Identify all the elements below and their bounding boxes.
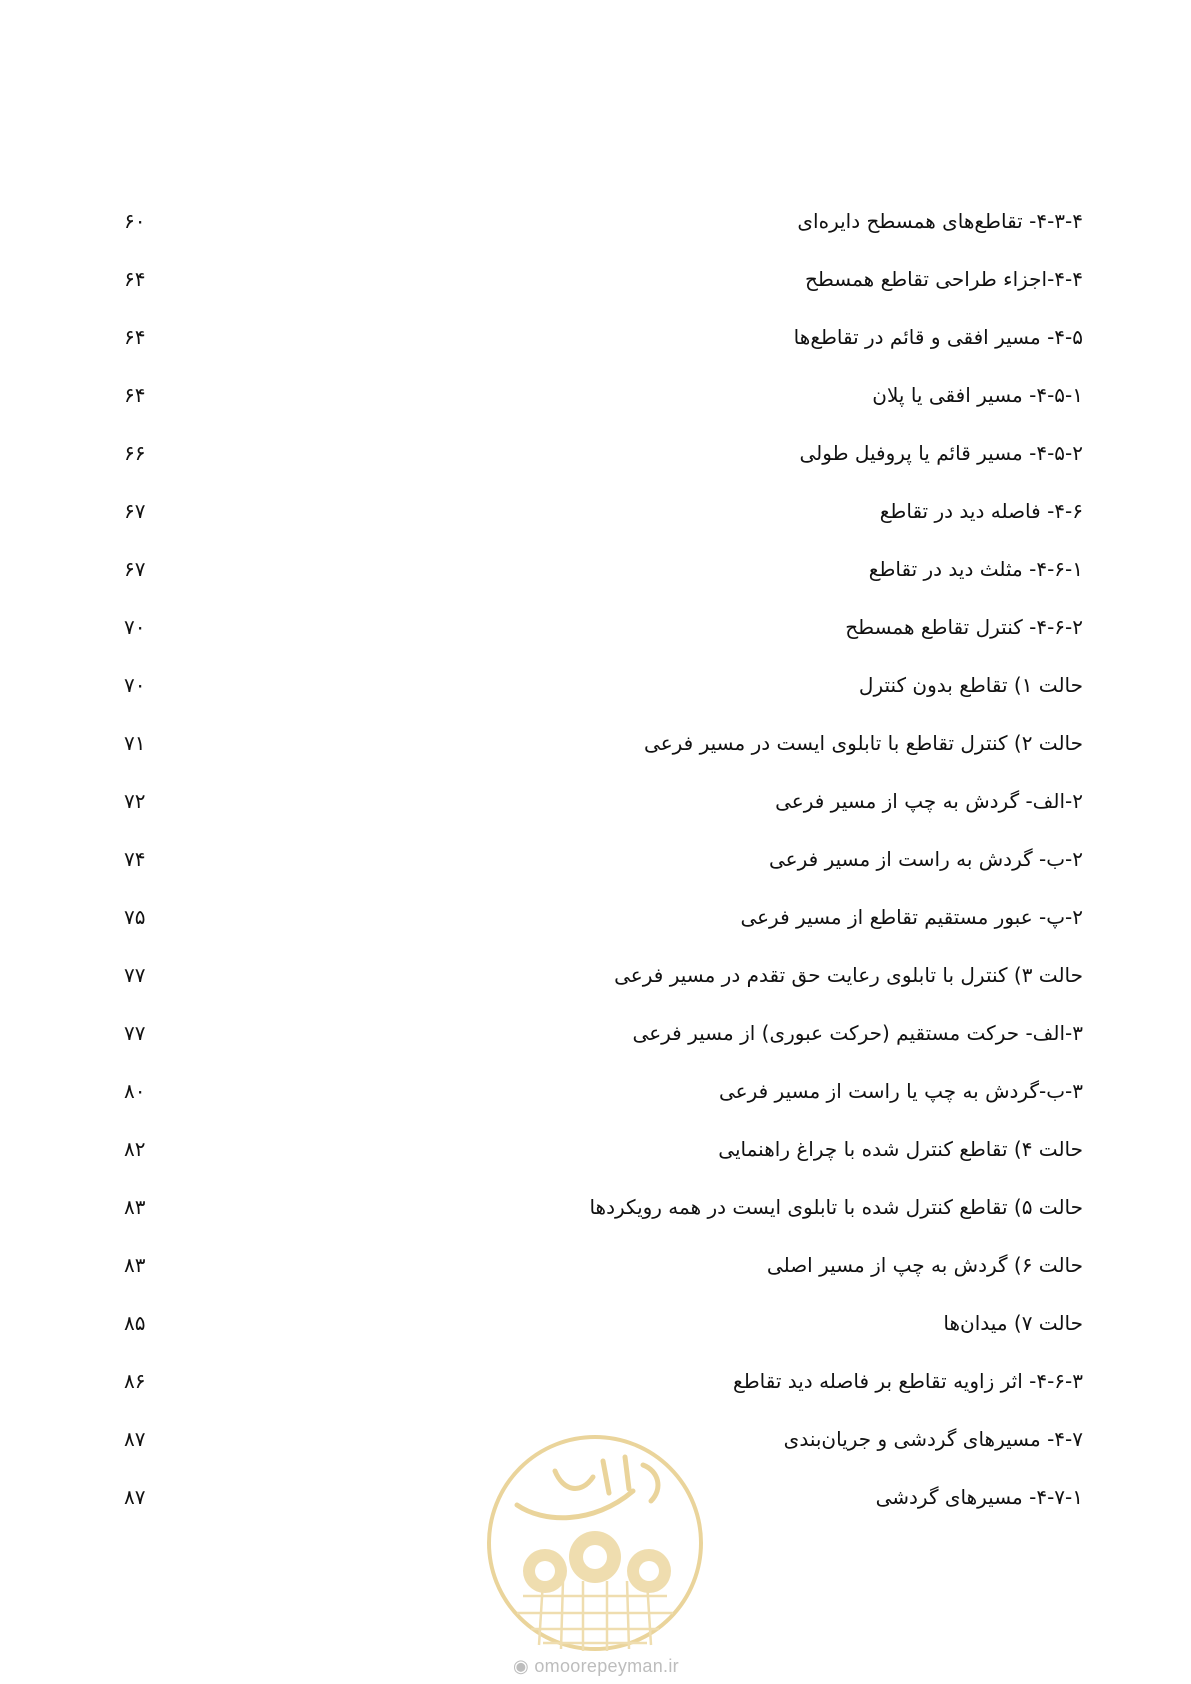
watermark-url-text: omoorepeyman.ir [534,1656,679,1676]
toc-entry-page-number: ۸۵ [124,1311,146,1335]
toc-entry [0,1078,1191,1136]
toc-entry-title: ۴-۵- مسیر افقی و قائم در تقاطع‌ها [793,325,1083,349]
toc-entry [0,614,1191,672]
toc-entry-title: ۴-۶- فاصله دید در تقاطع [879,499,1083,523]
toc-entry-page-number: ۶۷ [124,557,146,581]
toc-entry-page-number: ۷۱ [124,731,146,755]
toc-entry [0,1194,1191,1252]
toc-entry-page-number: ۷۰ [124,673,146,697]
toc-entry-title: ۴-۵-۱- مسیر افقی یا پلان [872,383,1083,407]
toc-entry-page-number: ۸۷ [124,1427,146,1451]
toc-entry-title: ۳-الف- حرکت مستقیم (حرکت عبوری) از مسیر فرعی [632,1021,1083,1045]
toc-entry-title: حالت ۳) کنترل با تابلوی رعایت حق تقدم در مسیر فرعی [614,963,1083,987]
toc-entry [0,382,1191,440]
toc-entry [0,498,1191,556]
table-of-contents [0,208,1191,1542]
toc-entry-title: حالت ۲) کنترل تقاطع با تابلوی ایست در مسیر فرعی [644,731,1083,755]
toc-entry-title: حالت ۵) تقاطع کنترل شده با تابلوی ایست در همه رویکردها [589,1195,1083,1219]
toc-entry-title: ۴-۴-اجزاء طراحی تقاطع همسطح [804,267,1083,291]
toc-entry [0,324,1191,382]
toc-entry-title: ۴-۶-۳- اثر زاویه تقاطع بر فاصله دید تقاطع [733,1369,1083,1393]
toc-entry-page-number: ۶۰ [124,209,146,233]
toc-entry-page-number: ۷۵ [124,905,146,929]
toc-entry [0,1020,1191,1078]
toc-entry-page-number: ۷۷ [124,963,146,987]
toc-entry-title: ۳-ب-گردش به چپ یا راست از مسیر فرعی [719,1079,1083,1103]
toc-entry-title: ۲-ب- گردش به راست از مسیر فرعی [769,847,1083,871]
watermark-logo-text [595,1500,596,1502]
toc-entry [0,208,1191,266]
toc-entry-title: حالت ۶) گردش به چپ از مسیر اصلی [766,1253,1083,1277]
toc-entry [0,672,1191,730]
toc-entry-title: ۴-۷- مسیرهای گردشی و جریان‌بندی [783,1427,1083,1451]
toc-entry-page-number: ۷۴ [124,847,146,871]
toc-entry [0,788,1191,846]
toc-entry [0,1368,1191,1426]
toc-entry [0,962,1191,1020]
toc-entry [0,1310,1191,1368]
toc-entry [0,440,1191,498]
toc-entry-page-number: ۸۶ [124,1369,146,1393]
toc-entry-page-number: ۶۴ [124,383,146,407]
toc-entry [0,730,1191,788]
toc-entry [0,556,1191,614]
watermark-logo [483,1431,707,1655]
toc-entry-title: ۴-۵-۲- مسیر قائم یا پروفیل طولی [799,441,1083,465]
toc-entry [0,1136,1191,1194]
toc-entry [0,904,1191,962]
toc-entry-title: حالت ۷) میدان‌ها [943,1311,1083,1335]
toc-entry-title: ۴-۷-۱- مسیرهای گردشی [875,1485,1083,1509]
toc-entry-title: حالت ۱) تقاطع بدون کنترل [858,673,1083,697]
toc-entry-page-number: ۶۶ [124,441,146,465]
toc-entry-page-number: ۷۷ [124,1021,146,1045]
toc-entry-title: ۴-۳-۴- تقاطع‌های همسطح دایره‌ای [797,209,1083,233]
toc-entry-title: حالت ۴) تقاطع کنترل شده با چراغ راهنمایی [718,1137,1083,1161]
toc-entry [0,266,1191,324]
toc-entry-page-number: ۸۳ [124,1253,146,1277]
toc-entry-title: ۴-۶-۲- کنترل تقاطع همسطح [845,615,1083,639]
toc-entry-page-number: ۷۰ [124,615,146,639]
globe-icon: ◉ [513,1656,530,1676]
toc-entry [0,846,1191,904]
toc-entry-page-number: ۸۰ [124,1079,146,1103]
toc-entry-page-number: ۸۲ [124,1137,146,1161]
toc-entry-title: ۲-پ- عبور مستقیم تقاطع از مسیر فرعی [740,905,1083,929]
toc-entry-page-number: ۸۳ [124,1195,146,1219]
toc-entry-title: ۲-الف- گردش به چپ از مسیر فرعی [775,789,1083,813]
toc-entry-page-number: ۷۲ [124,789,146,813]
watermark-url [490,1656,702,1677]
toc-entry-page-number: ۶۴ [124,267,146,291]
toc-entry-page-number: ۸۷ [124,1485,146,1509]
toc-entry-page-number: ۶۴ [124,325,146,349]
toc-entry-page-number: ۶۷ [124,499,146,523]
toc-entry-title: ۴-۶-۱- مثلث دید در تقاطع [868,557,1083,581]
toc-entry [0,1252,1191,1310]
